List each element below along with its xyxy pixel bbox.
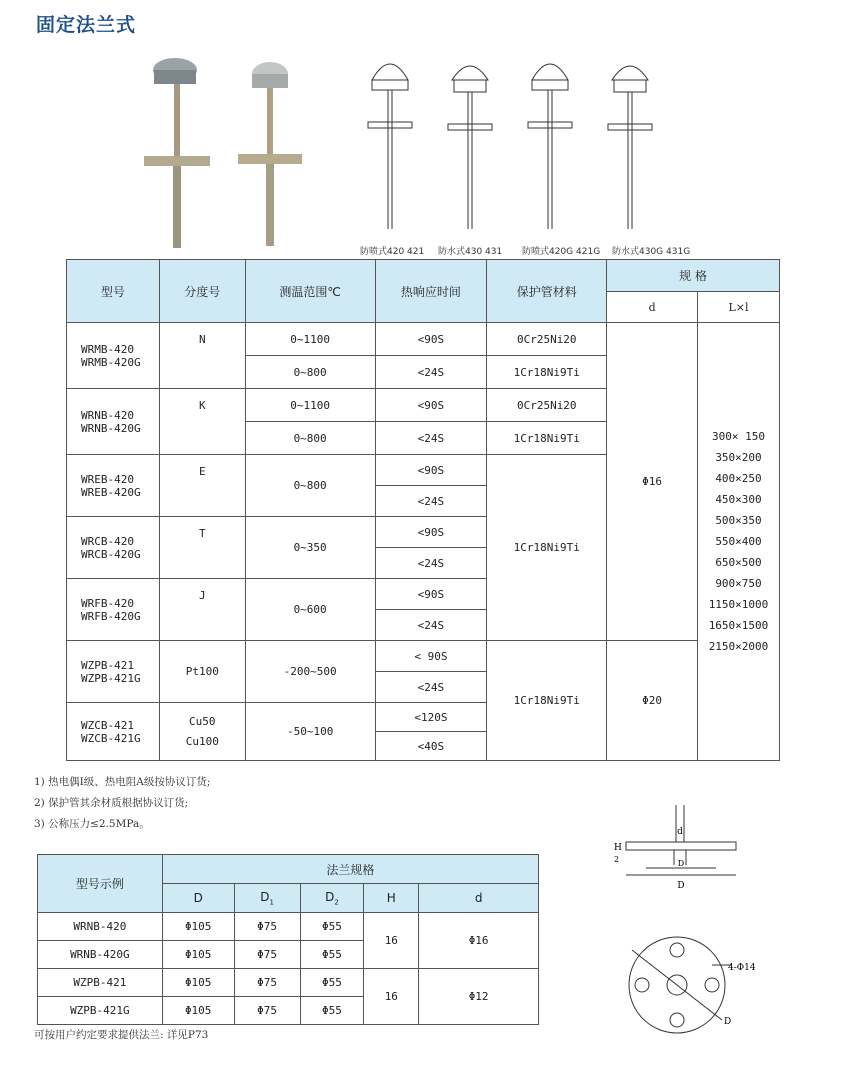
flange-model-cell: WRNB-420 (38, 913, 163, 941)
model-cell: WRNB-420 WRNB-420G (67, 389, 160, 455)
side-label-2: 2 (614, 855, 620, 864)
flange-D-cell: Φ105 (162, 997, 234, 1025)
flange-D1-cell: Φ75 (234, 941, 300, 969)
header-D2: $D_2$ (300, 884, 364, 913)
drawing-caption: 防水式430G 431G (612, 247, 691, 257)
drawing-caption: 防水式430 431 (438, 247, 503, 257)
drawing-1 (368, 64, 412, 229)
side-label-D: D (677, 881, 685, 891)
division-cell: N (159, 323, 245, 389)
range-cell: 0~800 (245, 356, 375, 389)
photo-sensor-1 (144, 58, 210, 248)
response-cell: <24S (375, 548, 487, 579)
header-range: 测温范围℃ (245, 260, 375, 323)
flange-D1-cell: Φ75 (234, 913, 300, 941)
side-label-D2: D (677, 859, 685, 868)
range-cell: 0~1100 (245, 323, 375, 356)
response-cell: <40S (375, 732, 487, 761)
flange-D2-cell: Φ55 (300, 969, 364, 997)
range-cell: -50~100 (245, 703, 375, 761)
flange-D1-cell: Φ75 (234, 997, 300, 1025)
header-lxl: L×l (698, 292, 780, 323)
response-cell: <24S (375, 486, 487, 517)
flange-top-drawing (612, 930, 772, 1040)
range-cell: 0~800 (245, 455, 375, 517)
header-division: 分度号 (159, 260, 245, 323)
range-cell: 0~1100 (245, 389, 375, 422)
material-cell: 0Cr25Ni20 (487, 389, 607, 422)
flange-d-cell: Φ12 (419, 969, 539, 1025)
d-cell: Φ16 (607, 323, 698, 641)
flange-D2-cell: Φ55 (300, 913, 364, 941)
division-cell: K (159, 389, 245, 455)
material-cell: 1Cr18Ni9Ti (487, 455, 607, 641)
division-cell: E (159, 455, 245, 517)
response-cell: <24S (375, 672, 487, 703)
range-cell: 0~800 (245, 422, 375, 455)
flange-D-cell: Φ105 (162, 969, 234, 997)
range-cell: 0~600 (245, 579, 375, 641)
spec-table (66, 259, 780, 761)
flange-D2-cell: Φ55 (300, 997, 364, 1025)
drawing-4 (608, 66, 652, 229)
footer-note: 可按用户约定要求提供法兰: 详见P73 (34, 1029, 209, 1041)
drawing-3 (528, 64, 572, 229)
technical-drawings (350, 44, 690, 259)
flange-D2-cell: Φ55 (300, 941, 364, 969)
header-example: 型号示例 (38, 855, 163, 913)
flange-H-cell: 16 (364, 969, 419, 1025)
model-cell: WZCB-421 WZCB-421G (67, 703, 160, 761)
material-cell: 1Cr18Ni9Ti (487, 422, 607, 455)
response-cell: < 90S (375, 641, 487, 672)
drawing-caption: 防喷式420G 421G (522, 247, 601, 257)
note-item: 3) 公称压力≤2.5MPa。 (34, 818, 150, 830)
header-spec: 规 格 (607, 260, 780, 292)
drawing-caption: 防喷式420 421 (360, 247, 425, 257)
top-label-D1: D (724, 1017, 732, 1027)
model-cell: WRFB-420 WRFB-420G (67, 579, 160, 641)
flange-model-cell: WZPB-421 (38, 969, 163, 997)
flange-D1-cell: Φ75 (234, 969, 300, 997)
header-D1: $D_1$ (234, 884, 300, 913)
flange-D-cell: Φ105 (162, 913, 234, 941)
header-d: d (419, 884, 539, 913)
response-cell: <90S (375, 517, 487, 548)
note-item: 1) 热电偶I级、热电阻A级按协议订货; (34, 776, 211, 788)
division-cell: J (159, 579, 245, 641)
header-H: H (364, 884, 419, 913)
response-cell: <24S (375, 422, 487, 455)
flange-side-drawing (596, 800, 756, 900)
header-material: 保护管材料 (487, 260, 607, 323)
header-flange: 法兰规格 (162, 855, 538, 884)
range-cell: -200~500 (245, 641, 375, 703)
response-cell: <24S (375, 610, 487, 641)
photo-sensor-2 (238, 62, 302, 246)
response-cell: <90S (375, 455, 487, 486)
note-item: 2) 保护管其余材质根据协议订货; (34, 797, 189, 809)
division-cell: T (159, 517, 245, 579)
top-label-holes: 4-Φ14 (728, 963, 756, 973)
material-cell: 0Cr25Ni20 (487, 323, 607, 356)
product-photos (130, 48, 340, 258)
header-d: d (607, 292, 698, 323)
lxl-cell: 300× 150 350×200 400×250 450×300 500×350 550×400 650×500 900×750 1150×1000 1650×1500 2150×2000 (698, 323, 780, 761)
division-cell: Cu50 Cu100 (159, 703, 245, 761)
division-cell: Pt100 (159, 641, 245, 703)
model-cell: WRCB-420 WRCB-420G (67, 517, 160, 579)
model-cell: WREB-420 WREB-420G (67, 455, 160, 517)
d-cell: Φ20 (607, 641, 698, 761)
notes (34, 772, 210, 835)
side-label-d: d (677, 827, 683, 837)
response-cell: <120S (375, 703, 487, 732)
response-cell: <90S (375, 579, 487, 610)
flange-d-cell: Φ16 (419, 913, 539, 969)
response-cell: <90S (375, 389, 487, 422)
header-model: 型号 (67, 260, 160, 323)
flange-D-cell: Φ105 (162, 941, 234, 969)
response-cell: <90S (375, 323, 487, 356)
page-title: 固定法兰式 (36, 14, 137, 36)
model-cell: WZPB-421 WZPB-421G (67, 641, 160, 703)
header-response: 热响应时间 (375, 260, 487, 323)
flange-table (37, 854, 539, 1025)
flange-H-cell: 16 (364, 913, 419, 969)
flange-model-cell: WRNB-420G (38, 941, 163, 969)
response-cell: <24S (375, 356, 487, 389)
header-D: D (162, 884, 234, 913)
material-cell: 1Cr18Ni9Ti (487, 356, 607, 389)
drawing-2 (448, 66, 492, 229)
material-cell: 1Cr18Ni9Ti (487, 641, 607, 761)
flange-model-cell: WZPB-421G (38, 997, 163, 1025)
side-label-h: H (614, 843, 622, 853)
model-cell: WRMB-420 WRMB-420G (67, 323, 160, 389)
range-cell: 0~350 (245, 517, 375, 579)
